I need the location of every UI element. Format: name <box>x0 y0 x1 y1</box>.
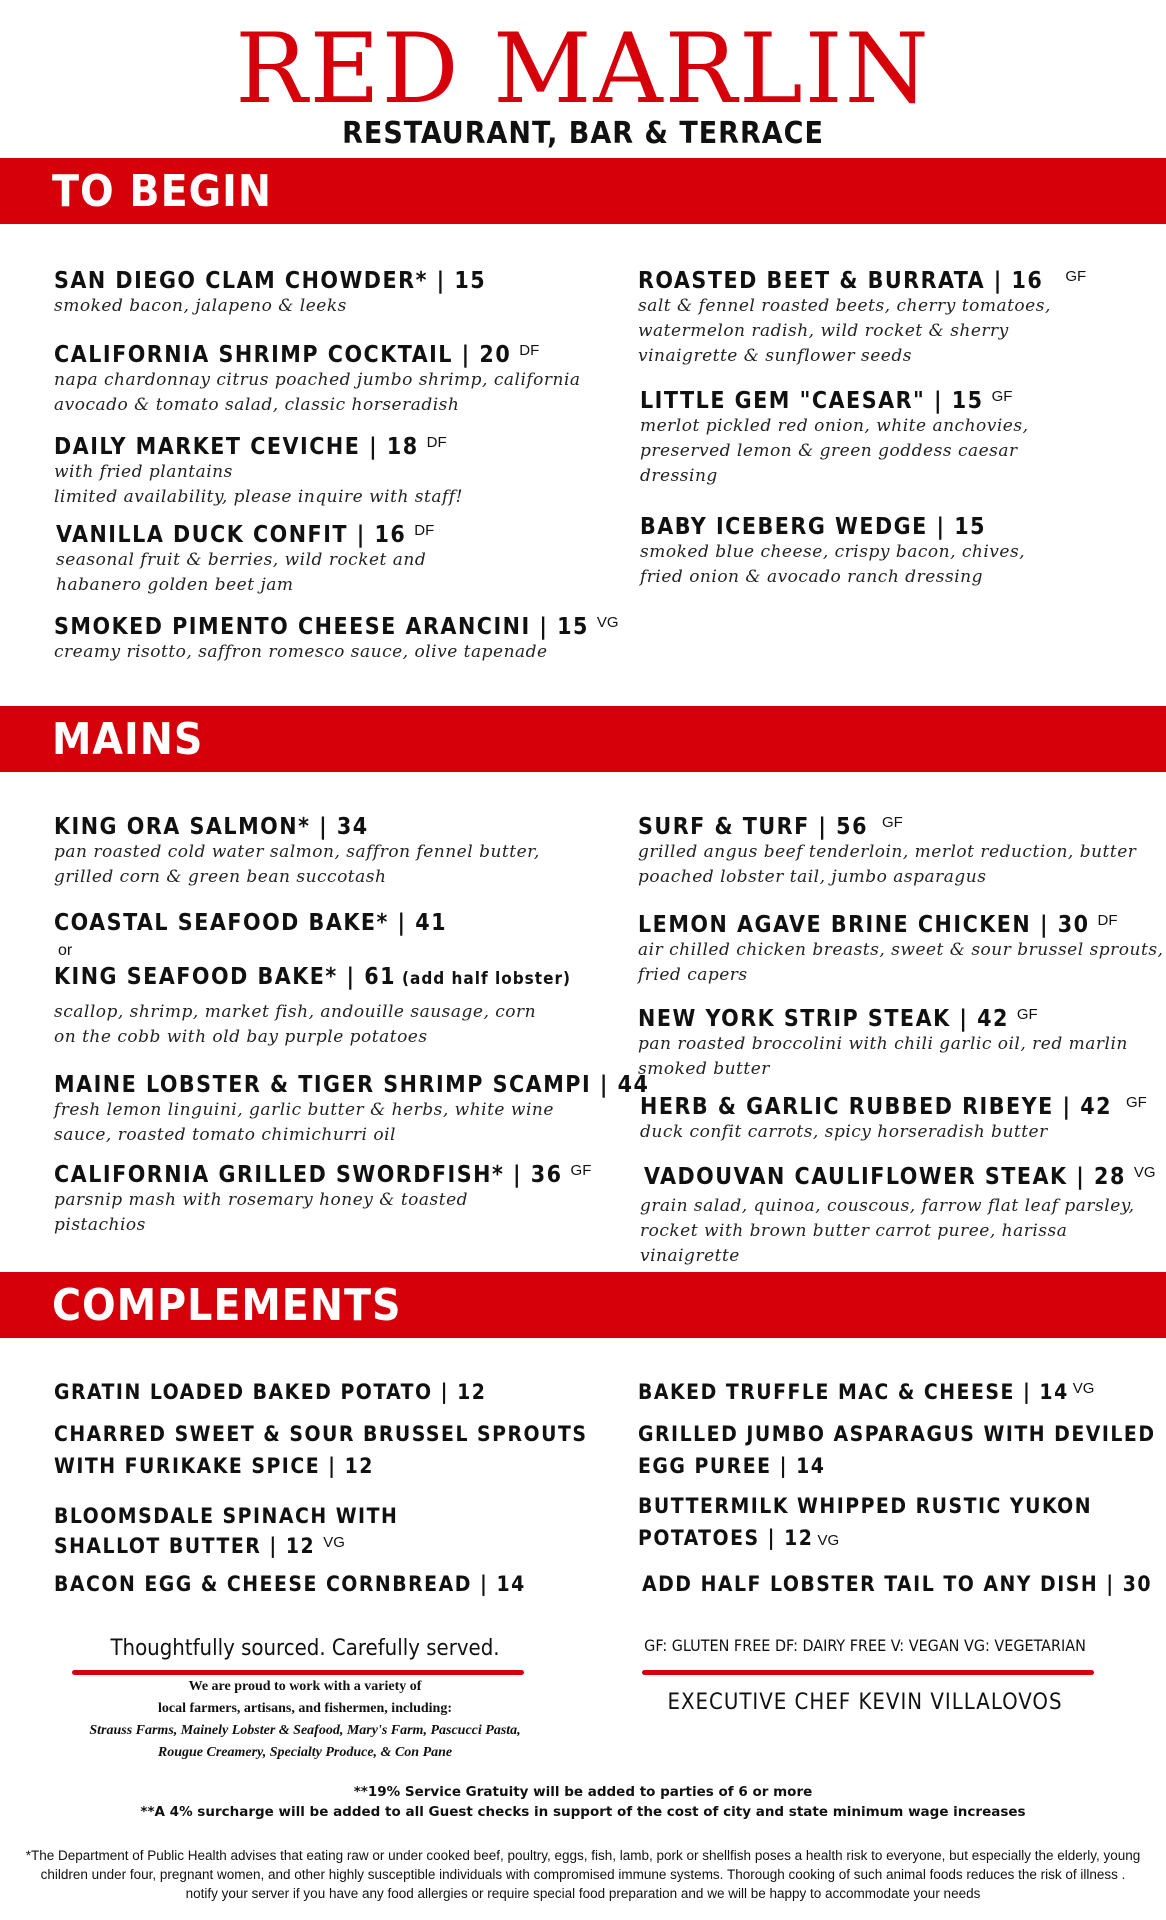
diet-tag: VG <box>596 614 619 631</box>
sourcing-line: local farmers, artisans, and fishermen, including: <box>158 1701 452 1716</box>
item-description: seasonal fruit & berries, wild rocket and <box>56 550 427 570</box>
item-description: duck confit carrots, spicy horseradish butter <box>640 1122 1048 1142</box>
menu-item <box>640 388 1028 489</box>
complement-item: BLOOMSDALE SPINACH WITH <box>54 1504 399 1528</box>
item-description: grilled angus beef tenderloin, merlot reduction, butter <box>638 842 1137 862</box>
item-name: LEMON AGAVE BRINE CHICKEN | 30 <box>638 912 1090 938</box>
sourcing-block <box>40 1676 570 1764</box>
item-description: on the cobb with old bay purple potatoes <box>54 1027 428 1047</box>
item-description: smoked bacon, jalapeno & leeks <box>54 296 347 316</box>
menu-item <box>640 1164 1166 1269</box>
item-description: with fried plantains <box>54 462 233 482</box>
sourcing-partners: Rougue Creamery, Specialty Produce, & Con Pane <box>157 1745 453 1760</box>
item-description: poached lobster tail, jumbo asparagus <box>638 867 987 887</box>
item-addon: (add half lobster) <box>402 969 571 989</box>
item-description: creamy risotto, saffron romesco sauce, olive tapenade <box>54 642 548 662</box>
item-name: VANILLA DUCK CONFIT | 16 <box>56 522 407 548</box>
menu-item <box>54 434 463 510</box>
item-description: napa chardonnay citrus poached jumbo shrimp, california <box>54 370 581 390</box>
section-title-complements: COMPLEMENTS <box>52 1280 402 1331</box>
item-description: fried capers <box>638 965 748 985</box>
item-name: DAILY MARKET CEVICHE | 18 <box>54 434 419 460</box>
item-name: CALIFORNIA SHRIMP COCKTAIL | 20 <box>54 342 512 368</box>
complement-item: POTATOES | 12 <box>638 1526 814 1550</box>
menu-item <box>54 614 619 665</box>
health-disclaimer: *The Department of Public Health advises that eating raw or under cooked beef, poultry, eggs, fish, lamb, pork or shellfish poses a health risk to everyone, but especially the elderly, young <box>25 1848 1141 1863</box>
menu-item <box>56 522 434 598</box>
diet-tag: VG <box>1133 1164 1156 1181</box>
restaurant-logo: RED MARLIN <box>235 13 931 125</box>
item-description: fresh lemon linguini, garlic butter & herbs, white wine <box>54 1100 554 1120</box>
menu-item <box>640 1094 1147 1145</box>
health-disclaimer: notify your server if you have any food allergies or require special food preparation and we will be happy to accommodate your needs <box>185 1886 981 1901</box>
complement-item: EGG PUREE | 14 <box>638 1454 826 1478</box>
menu-item <box>640 514 1025 590</box>
complement-item: CHARRED SWEET & SOUR BRUSSEL SPROUTS <box>54 1422 588 1446</box>
item-description: pan roasted broccolini with chili garlic oil, red marlin <box>638 1034 1128 1054</box>
item-description: pan roasted cold water salmon, saffron fennel butter, <box>54 842 540 862</box>
section-band-to-begin <box>0 158 1166 224</box>
item-connector: or <box>58 942 73 959</box>
section-title-to-begin: TO BEGIN <box>52 166 272 217</box>
complement-item: BACON EGG & CHEESE CORNBREAD | 14 <box>54 1572 526 1596</box>
section-title-mains: MAINS <box>52 714 204 765</box>
brush-underline <box>72 1670 524 1675</box>
diet-tag: VG <box>817 1532 840 1549</box>
item-description: avocado & tomato salad, classic horseradish <box>54 395 460 415</box>
surcharge-note: **A 4% surcharge will be added to all Guest checks in support of the cost of city and state minimum wage increases <box>140 1804 1026 1820</box>
item-description: limited availability, please inquire with staff! <box>54 487 463 507</box>
health-disclaimer: children under four, pregnant women, and other highly susceptible individuals with compromised immune systems. Thorough cooking of such animal foods reduces the risk of illness . <box>40 1867 1126 1882</box>
menu-item <box>54 1162 591 1238</box>
diet-tag: VG <box>323 1534 345 1551</box>
item-name: NEW YORK STRIP STEAK | 42 <box>638 1006 1009 1032</box>
diet-tag: DF <box>414 522 435 539</box>
diet-tag: GF <box>1065 268 1087 285</box>
item-description: smoked blue cheese, crispy bacon, chives, <box>640 542 1026 562</box>
item-description: smoked butter <box>638 1059 770 1079</box>
item-description: scallop, shrimp, market fish, andouille sausage, corn <box>54 1002 537 1022</box>
menu-item <box>54 1072 649 1148</box>
item-name: SURF & TURF | 56 <box>638 814 868 840</box>
item-name: CALIFORNIA GRILLED SWORDFISH* | 36 <box>54 1162 563 1188</box>
menu-item <box>638 814 1136 890</box>
item-name: COASTAL SEAFOOD BAKE* | 41 <box>54 910 448 936</box>
diet-tag: DF <box>426 434 447 451</box>
complement-item: SHALLOT BUTTER | 12 <box>54 1534 316 1558</box>
item-description: sauce, roasted tomato chimichurri oil <box>54 1125 396 1145</box>
complement-item: WITH FURIKAKE SPICE | 12 <box>54 1454 374 1478</box>
menu-item <box>54 268 486 319</box>
menu-item <box>54 964 571 1050</box>
item-name: LITTLE GEM "CAESAR" | 15 <box>640 388 984 414</box>
complement-item: BUTTERMILK WHIPPED RUSTIC YUKON <box>638 1494 1093 1518</box>
item-description: fried onion & avocado ranch dressing <box>640 567 983 587</box>
section-band-complements <box>0 1272 1166 1338</box>
menu-item <box>638 912 1163 988</box>
item-description: parsnip mash with rosemary honey & toasted <box>54 1190 469 1210</box>
diet-legend: GF: GLUTEN FREE DF: DAIRY FREE V: VEGAN VG: VEGETARIAN <box>644 1636 1086 1655</box>
diet-tag: GF <box>1016 1006 1038 1023</box>
diet-tag: GF <box>570 1162 592 1179</box>
item-description: preserved lemon & green goddess caesar <box>640 441 1018 461</box>
menu-item <box>54 342 581 418</box>
item-description: air chilled chicken breasts, sweet & sour brussel sprouts, <box>638 940 1164 960</box>
item-name: HERB & GARLIC RUBBED RIBEYE | 42 <box>640 1094 1112 1120</box>
diet-tag: DF <box>519 342 540 359</box>
item-name: ROASTED BEET & BURRATA | 16 <box>638 268 1044 294</box>
executive-chef: EXECUTIVE CHEF KEVIN VILLALOVOS <box>667 1690 1063 1715</box>
menu-item <box>54 814 540 890</box>
complement-item: BAKED TRUFFLE MAC & CHEESE | 14 <box>638 1380 1069 1404</box>
item-name: MAINE LOBSTER & TIGER SHRIMP SCAMPI | 44 <box>54 1072 650 1098</box>
item-name: SMOKED PIMENTO CHEESE ARANCINI | 15 <box>54 614 589 640</box>
item-description: rocket with brown butter carrot puree, harissa vinaigrette <box>640 1221 1068 1266</box>
item-description: pistachios <box>54 1215 146 1235</box>
sourcing-line: We are proud to work with a variety of <box>188 1679 422 1694</box>
complement-item: ADD HALF LOBSTER TAIL TO ANY DISH | 30 <box>642 1572 1152 1596</box>
brush-underline <box>642 1670 1094 1675</box>
item-name: SAN DIEGO CLAM CHOWDER* | 15 <box>54 268 487 294</box>
menu-item <box>638 268 1086 369</box>
item-name: KING SEAFOOD BAKE* | 61 <box>54 964 397 990</box>
diet-tag: GF <box>991 388 1013 405</box>
gratuity-note: **19% Service Gratuity will be added to parties of 6 or more <box>353 1784 813 1800</box>
item-name: VADOUVAN CAULIFLOWER STEAK | 28 <box>644 1164 1126 1190</box>
diet-tag: GF <box>881 814 903 831</box>
item-description: dressing <box>640 466 718 486</box>
item-description: salt & fennel roasted beets, cherry tomatoes, <box>638 296 1051 316</box>
restaurant-tagline: RESTAURANT, BAR & TERRACE <box>342 116 824 151</box>
item-name: BABY ICEBERG WEDGE | 15 <box>640 514 987 540</box>
menu-item <box>638 1006 1128 1082</box>
item-name: KING ORA SALMON* | 34 <box>54 814 369 840</box>
sourcing-partners: Strauss Farms, Mainely Lobster & Seafood, Mary's Farm, Pascucci Pasta, <box>89 1723 521 1738</box>
item-description: merlot pickled red onion, white anchovies, <box>640 416 1029 436</box>
diet-tag: GF <box>1126 1094 1147 1111</box>
complement-item: GRATIN LOADED BAKED POTATO | 12 <box>54 1380 487 1404</box>
item-description: watermelon radish, wild rocket & sherry <box>638 321 1009 341</box>
complement-item: GRILLED JUMBO ASPARAGUS WITH DEVILED <box>638 1422 1156 1446</box>
item-description: grilled corn & green bean succotash <box>54 867 387 887</box>
item-description: habanero golden beet jam <box>56 575 294 595</box>
item-description: vinaigrette & sunflower seeds <box>638 346 912 366</box>
section-band-mains <box>0 706 1166 772</box>
diet-tag: VG <box>1072 1380 1095 1397</box>
diet-tag: DF <box>1097 912 1118 929</box>
item-description: grain salad, quinoa, couscous, farrow flat leaf parsley, <box>640 1196 1135 1216</box>
sourcing-title: Thoughtfully sourced. Carefully served. <box>110 1636 500 1661</box>
